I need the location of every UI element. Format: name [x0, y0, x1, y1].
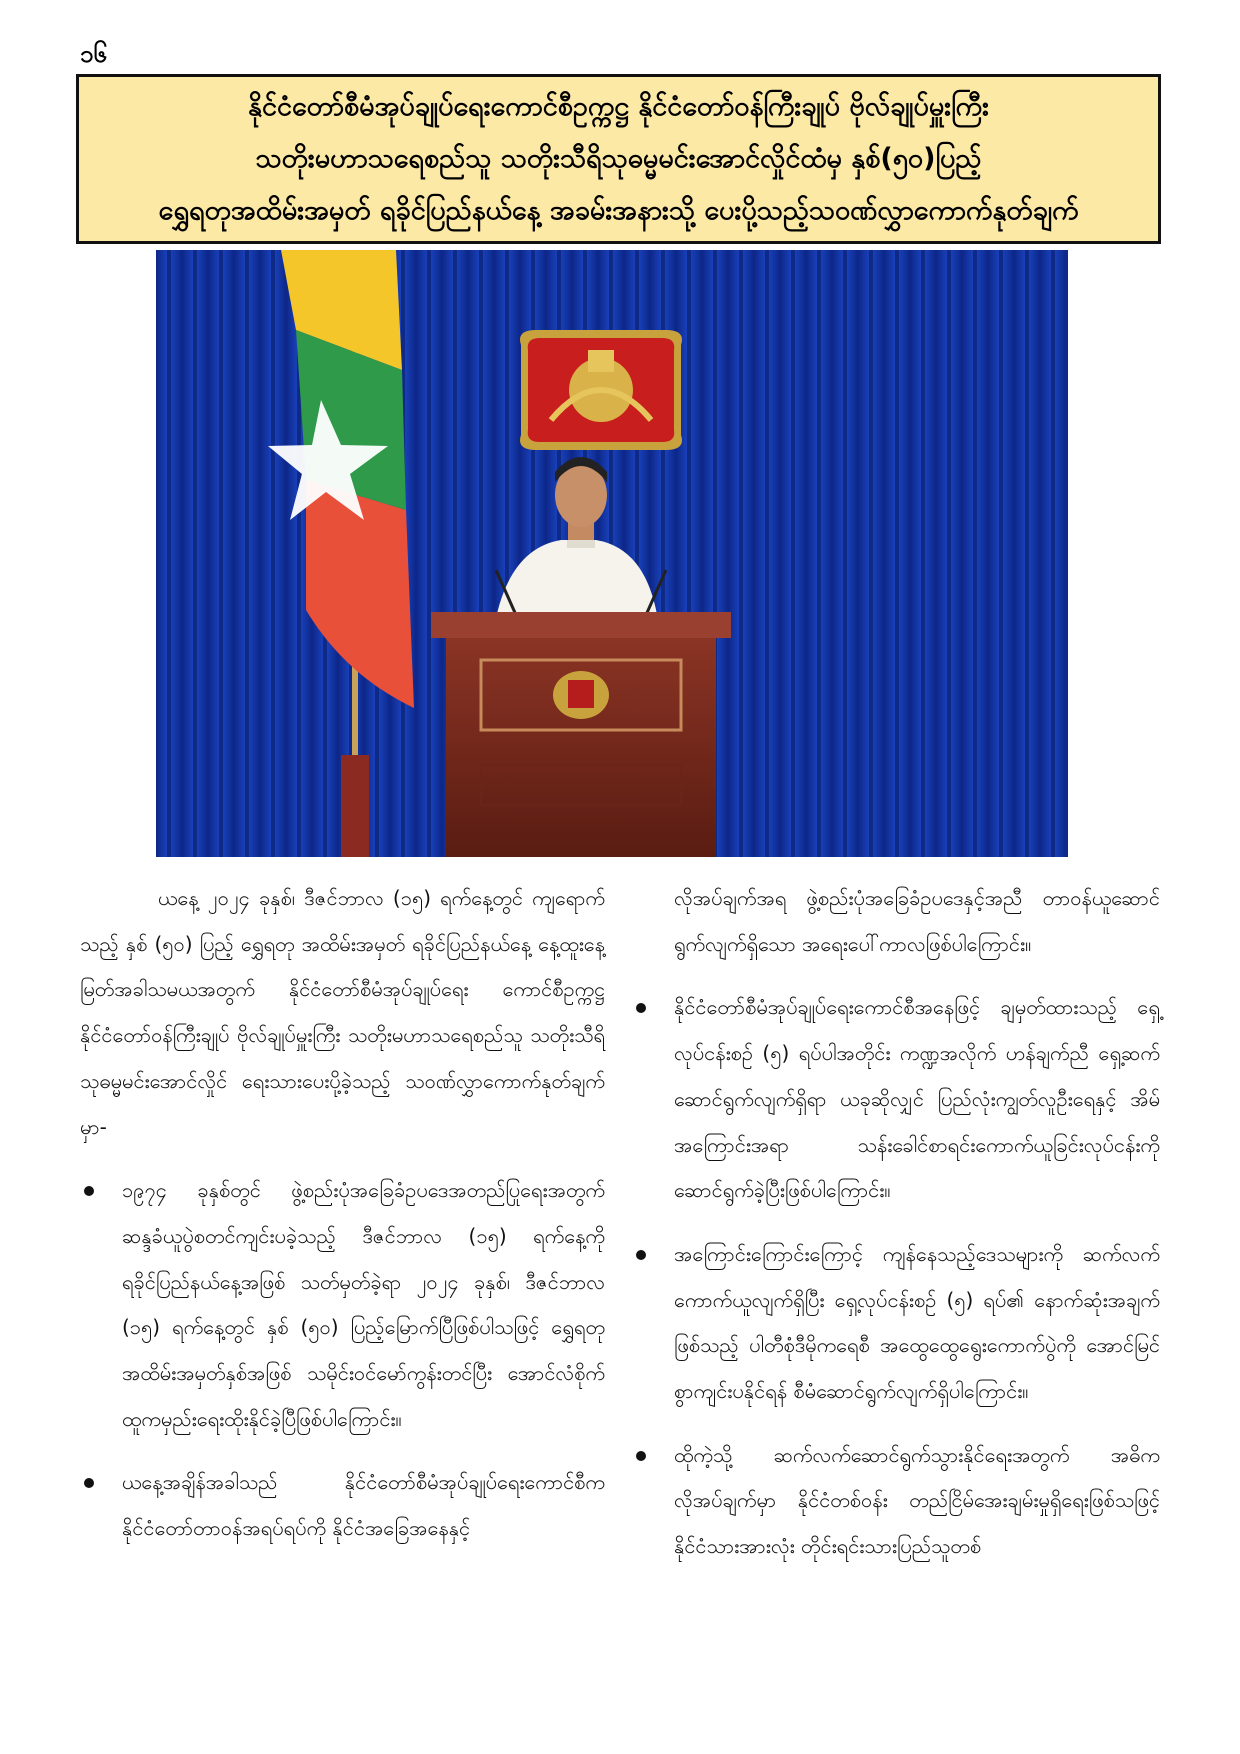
bullet-icon: [84, 1186, 94, 1196]
list-item: [80, 1168, 605, 1442]
news-photo: [156, 250, 1068, 857]
bullet-icon: [636, 1451, 646, 1461]
bullet-icon: [636, 1250, 646, 1260]
right-column: [632, 876, 1160, 1570]
bullet-icon: [84, 1478, 94, 1488]
list-item: [632, 1232, 1160, 1415]
list-item-text: ထိုကဲ့သို့ ဆက်လက်ဆောင်ရွက်သွားနိုင်ရေးအတွက် အဓိကလိုအပ်ချက်မှာ နိုင်ငံတစ်ဝန်း တည်ငြိမ်အေးချမ်းမှုရှိရေးဖြစ်သဖြင့် နိုင်ငံသားအားလုံး တိုင်းရင်းသားပြည်သူတစ်: [674, 1442, 1160, 1559]
flag-stand: [341, 755, 369, 857]
left-column: [80, 876, 605, 1552]
speech-scene-illustration: [156, 250, 1068, 857]
bullet-icon: [636, 1003, 646, 1013]
continued-paragraph: လိုအပ်ချက်အရ ဖွဲ့စည်းပုံအခြေခံဥပဒေနှင့်အညီ တာဝန်ယူဆောင်ရွက်လျက်ရှိသော အရေးပေါ်ကာလဖြစ်ပါကြောင်း။: [674, 886, 1160, 956]
list-item-text: ၁၉၇၄ ခုနှစ်တွင် ဖွဲ့စည်းပုံအခြေခံဥပဒေအတည်ပြုရေးအတွက် ဆန္ဒခံယူပွဲစတင်ကျင်းပခဲ့သည့် ဒီဇင်ဘာလ (၁၅) ရက်နေ့ကို ရခိုင်ပြည်နယ်နေ့အဖြစ် သတ်မှတ်ခဲ့ရာ ၂၀၂၄ ခုနှစ်၊ ဒီဇင်ဘာလ (၁၅) ရက်နေ့တွင် နှစ် (၅၀) ပြည့်မြောက်ပြီဖြစ်ပါသဖြင့် ရွှေရတုအထိမ်းအမှတ်နှစ်အဖြစ် သမိုင်းဝင်မော်ကွန်းတင်ပြီး အောင်လံစိုက်ထူကမှည်းရေးထိုးနိုင်ခဲ့ပြီဖြစ်ပါကြောင်း။: [122, 1178, 605, 1431]
list-item: [80, 1460, 605, 1551]
podium: [431, 612, 731, 857]
list-item: [632, 985, 1160, 1214]
headline-line: နိုင်ငံတော်စီမံအုပ်ချုပ်ရေးကောင်စီဥက္ကဋ္ဌ နိုင်ငံတော်ဝန်ကြီးချုပ် ဗိုလ်ချုပ်မှူးကြီး: [248, 91, 989, 122]
list-item-text: ယနေ့အချိန်အခါသည် နိုင်ငံတော်စီမံအုပ်ချုပ်ရေးကောင်စီက နိုင်ငံတော်တာဝန်အရပ်ရပ်ကို နိုင်ငံအခြေအနေနှင့်: [122, 1470, 605, 1541]
page-number: ၁၆: [80, 40, 107, 68]
intro-paragraph: ယနေ့ ၂၀၂၄ ခုနှစ်၊ ဒီဇင်ဘာလ (၁၅) ရက်နေ့တွင် ကျရောက်သည့် နှစ် (၅၀) ပြည့် ရွှေရတု အထိမ်းအမှတ် ရခိုင်ပြည်နယ်နေ့ နေ့ထူးနေ့မြတ်အခါသမယအတွက် နိုင်ငံတော်စီမံအုပ်ချုပ်ရေး ကောင်စီဥက္ကဋ္ဌ နိုင်ငံတော်ဝန်ကြီးချုပ် ဗိုလ်ချုပ်မှူးကြီး သတိုးမဟာသရေစည်သူ သတိုးသီရိသုဓမ္မမင်းအောင်လှိုင် ရေးသားပေးပို့ခဲ့သည့် သဝဏ်လွှာကောက်နုတ်ချက်မှာ-: [80, 886, 605, 1139]
headline-line: သတိုးမဟာသရေစည်သူ သတိုးသီရိသုဓမ္မမင်းအောင်လှိုင်ထံမှ နှစ်(၅၀)ပြည့်: [255, 143, 982, 174]
list-item: [632, 1433, 1160, 1570]
headline-box: [76, 74, 1161, 244]
list-item-text: နိုင်ငံတော်စီမံအုပ်ချုပ်ရေးကောင်စီအနေဖြင့် ချမှတ်ထားသည့် ရှေ့လုပ်ငန်းစဉ် (၅) ရပ်ပါအတိုင်း ကဏ္ဍအလိုက် ဟန်ချက်ညီ ရှေ့ဆက်ဆောင်ရွက်လျက်ရှိရာ ယခုဆိုလျှင် ပြည်လုံးကျွတ်လူဦးရေနှင့် အိမ်အကြောင်းအရာ သန်းခေါင်စာရင်းကောက်ယူခြင်းလုပ်ငန်းကို ဆောင်ရွက်ခဲ့ပြီးဖြစ်ပါကြောင်း။: [674, 995, 1160, 1203]
list-item-text: အကြောင်းကြောင်းကြောင့် ကျန်နေသည့်ဒေသများကို ဆက်လက်ကောက်ယူလျက်ရှိပြီး ရှေ့လုပ်ငန်းစဉ် (၅) ရပ်၏ နောက်ဆုံးအချက်ဖြစ်သည့် ပါတီစုံဒီမိုကရေစီ အထွေထွေရွေးကောက်ပွဲကို အောင်မြင်စွာကျင်းပနိုင်ရန် စီမံဆောင်ရွက်လျက်ရှိပါကြောင်း။: [674, 1241, 1160, 1404]
state-emblem: [520, 330, 682, 450]
headline-line: ရွှေရတုအထိမ်းအမှတ် ရခိုင်ပြည်နယ်နေ့ အခမ်းအနားသို့ ပေးပို့သည့်သဝဏ်လွှာကောက်နုတ်ချက်: [158, 195, 1079, 226]
